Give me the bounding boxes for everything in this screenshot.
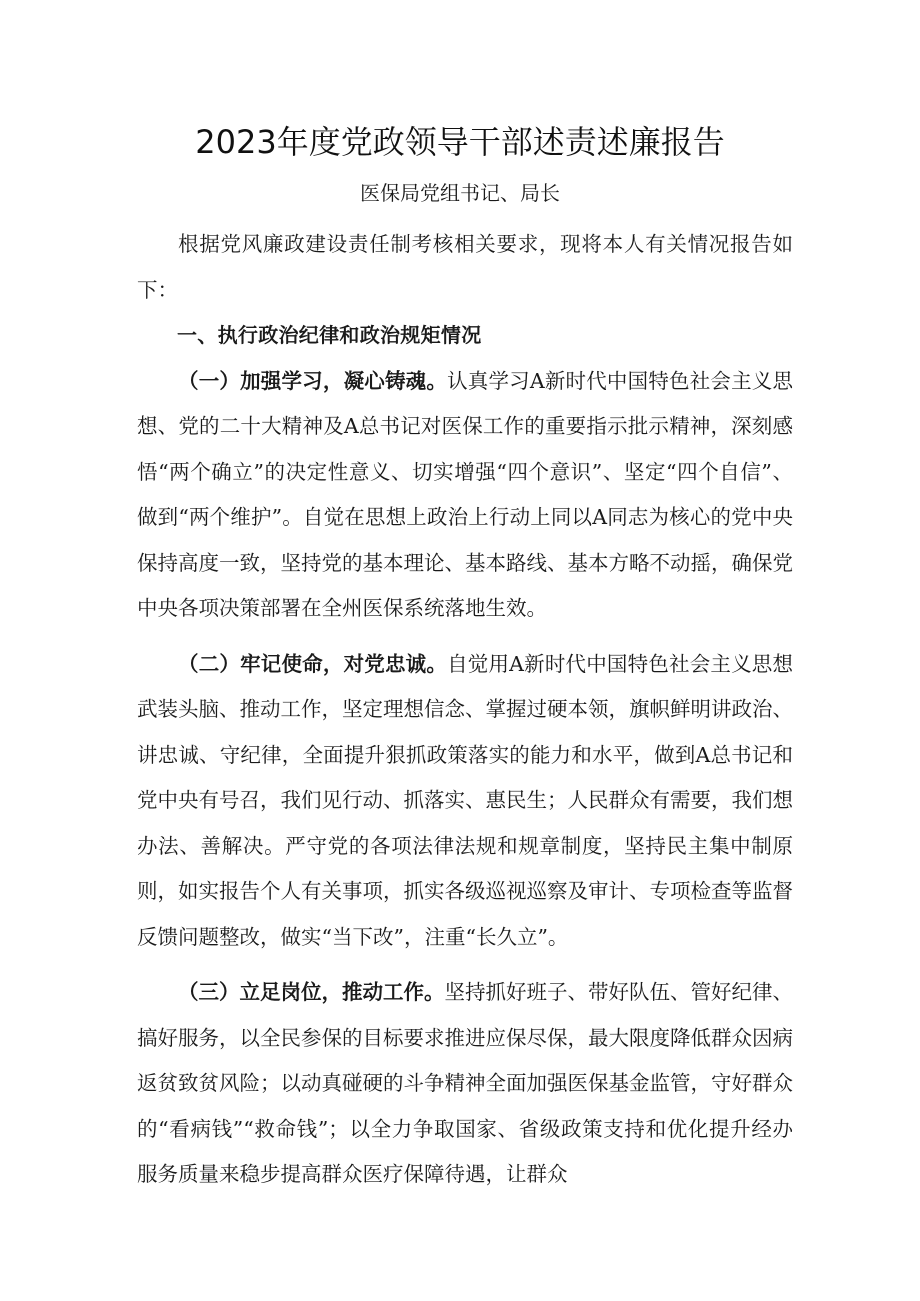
paragraph-post: [137, 970, 793, 1198]
document-title: 2023年度党政领导干部述责述廉报告: [195, 123, 725, 161]
paragraph-text: 坚持抓好班子、带好队伍、管好纪律、搞好服务，以全民参保的目标要求推进应保尽保，最大限度降低群众因病返贫致贫风险；以动真碰硬的斗争精神全面加强医保基金监管，守好群众的“看病钱”“救命钱”；以全力争取国家、省级政策支持和优化提升经办服务质量来稳步提高群众医疗保障待遇，让群众: [137, 980, 793, 1186]
intro-paragraph: 根据党风廉政建设责任制考核相关要求，现将本人有关情况报告如下：: [137, 232, 793, 302]
paragraph-mission: [137, 642, 793, 961]
paragraph-text: 认真学习A新时代中国特色社会主义思想、党的二十大精神及A总书记对医保工作的重要指示批示精神，深刻感悟“两个确立”的决定性意义、切实增强“四个意识”、坚定“四个自信”、做到“两个维护”。自觉在思想上政治上行动上同以A同志为核心的党中央保持高度一致，坚持党的基本理论、基本路线、基本方略不动摇，确保党中央各项决策部署在全州医保系统落地生效。: [137, 368, 794, 620]
paragraph-text: 自觉用A新时代中国特色社会主义思想武装头脑、推动工作，坚定理想信念、掌握过硬本领，旗帜鲜明讲政治、讲忠诚、守纪律，全面提升狠抓政策落实的能力和水平，做到A总书记和党中央有号召，我们见行动、抓落实、惠民生；人民群众有需要，我们想办法、善解决。严守党的各项法律法规和规章制度，坚持民主集中制原则，如实报告个人有关事项，抓实各级巡视巡察及审计、专项检查等监督反馈问题整改，做实“当下改”，注重“长久立”。: [137, 651, 794, 949]
document-body: [137, 222, 793, 1198]
paragraph-study: [137, 359, 793, 632]
document-subtitle: 医保局党组书记、局长: [360, 181, 560, 205]
paragraph-lead: （一）加强学习，凝心铸魂。: [178, 368, 448, 393]
paragraph-lead: （二）牢记使命，对党忠诚。: [178, 651, 448, 676]
section-heading: 一、执行政治纪律和政治规矩情况: [177, 323, 482, 347]
paragraph-lead: （三）立足岗位，推动工作。: [178, 980, 445, 1004]
